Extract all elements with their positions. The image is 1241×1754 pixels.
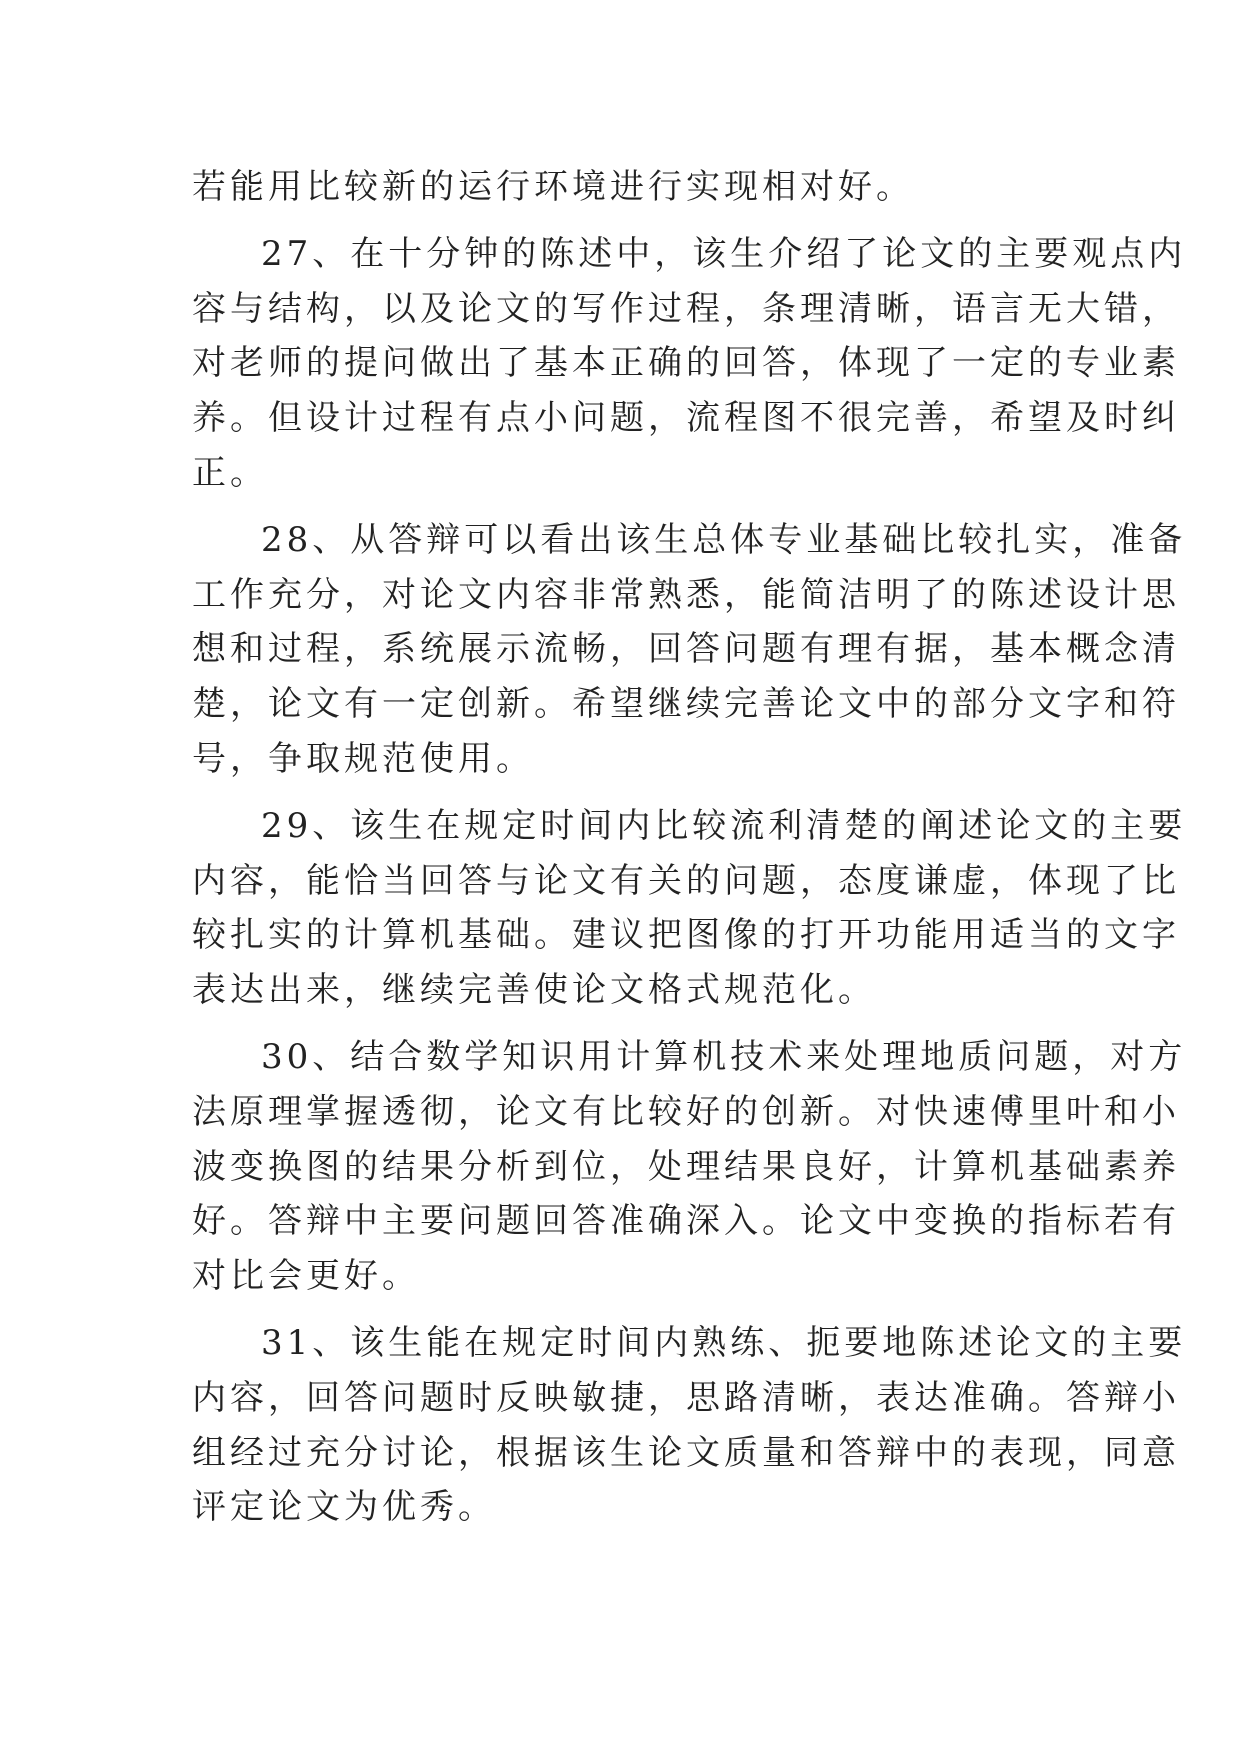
paragraph-item-31 bbox=[192, 1316, 1187, 1535]
text-line: 对老师的提问做出了基本正确的回答，体现了一定的专业素 bbox=[192, 343, 1180, 384]
paragraph-continuation bbox=[192, 160, 1060, 215]
text-line: 法原理掌握透彻，论文有比较好的创新。对快速傅里叶和小 bbox=[192, 1091, 1180, 1132]
paragraph-spacer bbox=[192, 1018, 1060, 1030]
text-line: 较扎实的计算机基础。建议把图像的打开功能用适当的文字 bbox=[192, 915, 1180, 956]
text-line: 内容，能恰当回答与论文有关的问题，态度谦虚，体现了比 bbox=[192, 860, 1180, 901]
text-line: 工作充分，对论文内容非常熟悉，能简洁明了的陈述设计思 bbox=[192, 574, 1180, 615]
paragraph-spacer bbox=[192, 1304, 1060, 1316]
text-line: 表达出来，继续完善使论文格式规范化。 bbox=[192, 970, 876, 1011]
text-line: 正。 bbox=[192, 452, 268, 493]
text-line: 若能用比较新的运行环境进行实现相对好。 bbox=[192, 167, 914, 207]
text-line: 楚，论文有一定创新。希望继续完善论文中的部分文字和符 bbox=[192, 684, 1180, 725]
text-line: 号，争取规范使用。 bbox=[192, 738, 534, 779]
text-line: 27、在十分钟的陈述中，该生介绍了论文的主要观点内 bbox=[261, 233, 1187, 274]
text-line: 31、该生能在规定时间内熟练、扼要地陈述论文的主要 bbox=[261, 1322, 1187, 1363]
paragraph-spacer bbox=[192, 215, 1060, 227]
text-line: 想和过程，系统展示流畅，回答问题有理有据，基本概念清 bbox=[192, 629, 1180, 670]
text-line: 28、从答辩可以看出该生总体专业基础比较扎实，准备 bbox=[261, 519, 1187, 560]
text-line: 评定论文为优秀。 bbox=[192, 1487, 496, 1528]
text-line: 组经过充分讨论，根据该生论文质量和答辩中的表现，同意 bbox=[192, 1432, 1180, 1473]
paragraph-spacer bbox=[192, 787, 1060, 799]
document-body bbox=[192, 160, 1187, 1535]
text-line: 内容，回答问题时反映敏捷，思路清晰，表达准确。答辩小 bbox=[192, 1377, 1180, 1418]
text-line: 养。但设计过程有点小问题，流程图不很完善，希望及时纠 bbox=[192, 398, 1180, 439]
text-line: 容与结构，以及论文的写作过程，条理清晰，语言无大错， bbox=[192, 288, 1180, 329]
text-line: 29、该生在规定时间内比较流利清楚的阐述论文的主要 bbox=[261, 805, 1187, 846]
paragraph-item-27 bbox=[192, 227, 1187, 501]
paragraph-item-30 bbox=[192, 1030, 1187, 1304]
paragraph-spacer bbox=[192, 501, 1060, 513]
paragraph-item-28 bbox=[192, 513, 1187, 787]
text-line: 好。答辩中主要问题回答准确深入。论文中变换的指标若有 bbox=[192, 1201, 1180, 1242]
paragraph-item-29 bbox=[192, 799, 1187, 1018]
text-line: 对比会更好。 bbox=[192, 1256, 420, 1297]
text-line: 30、结合数学知识用计算机技术来处理地质问题，对方 bbox=[261, 1036, 1187, 1077]
text-line: 波变换图的结果分析到位，处理结果良好，计算机基础素养 bbox=[192, 1146, 1180, 1187]
